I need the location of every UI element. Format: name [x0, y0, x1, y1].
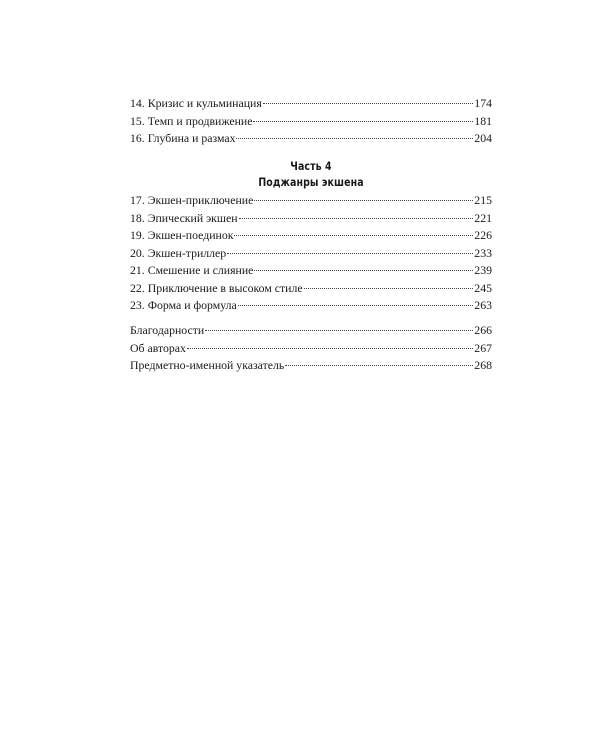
toc-entry-title: 20. Экшен-триллер	[130, 245, 227, 260]
toc-entry[interactable]	[130, 130, 492, 148]
dot-leader	[187, 348, 473, 349]
toc-block-part4	[130, 192, 492, 315]
toc-block-backmatter	[130, 322, 492, 375]
toc-entry-title: Предметно-именной указатель	[130, 358, 285, 372]
part-label: Часть 4	[290, 159, 332, 173]
toc-entry-title: 22. Приключение в высоком стиле	[130, 280, 303, 295]
toc-entry-page: 268	[474, 358, 492, 372]
dot-leader	[234, 235, 473, 236]
toc-entry[interactable]	[130, 280, 492, 298]
toc-entry[interactable]	[130, 262, 492, 280]
toc-entry-page: 267	[474, 340, 492, 355]
toc-entry-page: 226	[474, 228, 492, 242]
toc-entry-title: 16. Глубина и размах	[130, 131, 236, 145]
toc-entry-page: 221	[474, 210, 492, 225]
toc-entry[interactable]	[130, 192, 492, 210]
part-title: Поджанры экшена	[258, 175, 364, 189]
toc-entry-title: Об авторах	[130, 340, 186, 355]
toc-entry[interactable]	[130, 210, 492, 228]
toc-entry[interactable]	[130, 357, 492, 375]
toc-entry-page: 263	[474, 298, 492, 312]
toc-entry[interactable]	[130, 340, 492, 358]
toc-entry-page: 215	[474, 193, 492, 207]
toc-entry-title: 21. Смешение и слияние	[130, 263, 254, 277]
toc-entry-page: 174	[474, 96, 492, 110]
dot-leader	[254, 200, 473, 201]
toc-entry[interactable]	[130, 227, 492, 245]
dot-leader	[236, 138, 473, 139]
dot-leader	[239, 218, 474, 219]
dot-leader	[304, 288, 474, 289]
toc-entry-title: 19. Экшен-поединок	[130, 228, 234, 242]
toc-block-part3-end	[130, 95, 492, 148]
toc-entry-title: Благодарности	[130, 323, 205, 337]
toc-entry-page: 233	[474, 245, 492, 260]
toc-entry-page: 266	[474, 323, 492, 337]
dot-leader	[227, 253, 473, 254]
toc-entry[interactable]	[130, 113, 492, 131]
toc-entry[interactable]	[130, 95, 492, 113]
dot-leader	[205, 330, 473, 331]
toc-entry-page: 181	[474, 113, 492, 128]
toc-entry-page: 239	[474, 263, 492, 277]
dot-leader	[253, 121, 473, 122]
toc-entry[interactable]	[130, 322, 492, 340]
toc-entry-title: 14. Кризис и кульминация	[130, 96, 262, 110]
toc-entry[interactable]	[130, 245, 492, 263]
toc-entry-title: 18. Эпический экшен	[130, 210, 238, 225]
dot-leader	[254, 270, 473, 271]
toc-entry-title: 15. Темп и продвижение	[130, 113, 253, 128]
toc-entry-page: 245	[474, 280, 492, 295]
dot-leader	[285, 365, 473, 366]
toc-entry[interactable]	[130, 297, 492, 315]
dot-leader	[263, 103, 474, 104]
dot-leader	[238, 305, 474, 306]
toc-entry-title: 17. Экшен-приключение	[130, 193, 254, 207]
toc-entry-page: 204	[474, 131, 492, 145]
toc-entry-title: 23. Форма и формула	[130, 298, 237, 312]
